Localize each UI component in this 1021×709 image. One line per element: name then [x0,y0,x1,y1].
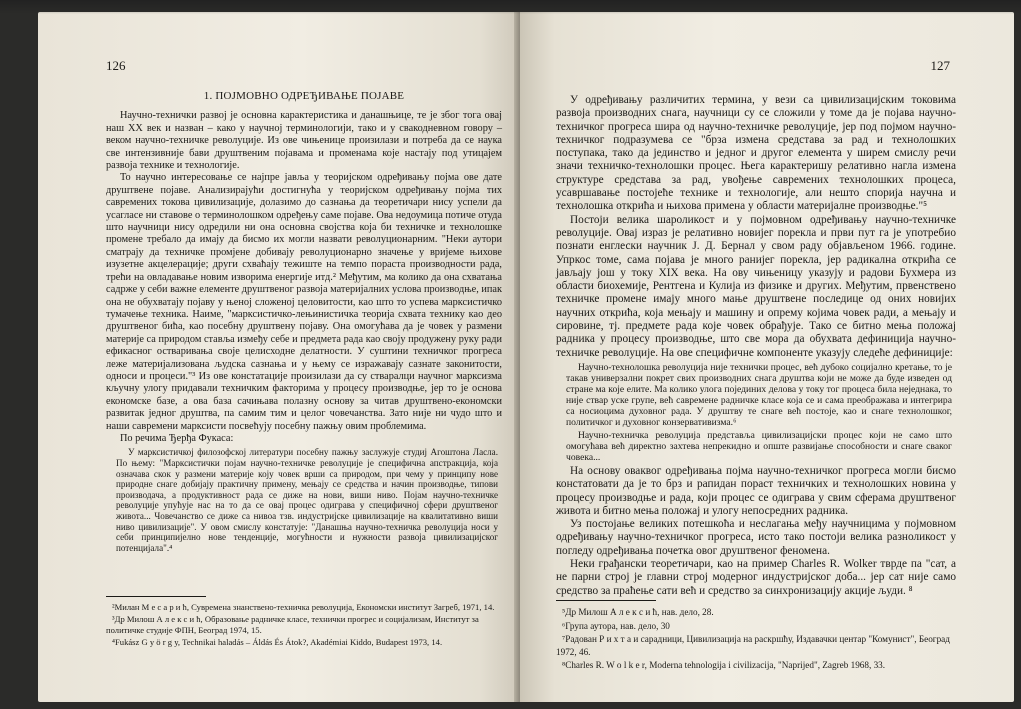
footnote: ²Милан М е с а р и ћ, Суврeмена знанствено-техничка револуција, Економски институт Загреб, 1971, 14. [112,602,495,612]
footnotes-left [106,596,502,649]
paragraph: Уз постојање великих потешкоћа и неслагања међу научницима у појмовном одређивању научно-техничког прогреса, исто тако постоји велика разноликост у погледу одређивања почетка овог друштвеног феномена. [556,518,956,557]
paragraph: По речима Ђерђа Фукаса: [120,432,234,444]
paragraph: Научно-технички развој је основна карактеристика и данашњице, те је због тога овај наш XX век и назван – како у научној терминологији, тако и у свакодневном говору – веком научно-техничке револуције. Из ове чињенице произилази и потреба да се наука све интензивније бави друштвеним појавама и променама које настају под утицајем развоја технике и технологије. [106,110,502,172]
left-page [38,12,518,702]
footnote: ⁶Група аутора, нав. дело, 30 [562,620,670,631]
block-quote: У марксистичкој филозофској литератури посебну пажњу заслужује студиј Агоштона Ласла. По њему: "Марксистички појам научно-техничке револуције је специфична апстракција, која означава скок у размени материје коју човек врши са природом, при чему у принципу нове природне снаге добијају практичну примену, мењају се средства и начин производње, типови производача, а продуктивност рада се диже на нови, виши ниво. Појам научно-техничке револуције упућује нас на то да се овај процес одиграва у специфичној сфери друштвеног живота... Човечанство се диже са нивоа тзв. индустријске цивилизације на квалитативно виши ниво цивилизације". У овом смислу констатује: "Данашња научно-техничка револуција носи у себи принципијелно нове тенденције, могућности и нужности развоја цивилизацијског потенцијала".⁴ [116,447,498,553]
right-page [520,12,1014,702]
footnote: ⁸Charles R. W o l k e r, Moderna tehnologija i civilizacija, "Naprijed", Zagreb 1968, 33. [562,660,886,670]
page-number-left: 126 [106,58,126,73]
paragraph: То научно интересовање се најпре јавља у теоријском одређивању појма ове дате друштвене појаве. Анализирајући достигнућа у теоријском одређивању појма тих савремених токова цивилизације, долазимо до сазнања да теоретичари нису успели да усагласе ни ставове о терминолошком одређењу саме појаве. Ова недоумица потиче отуда што научници нису одредили ни она основна својства која би техничке и технолошке промене требало да имају да бисмо их могли назвати револуционарним. "Неки аутори сматрају да техничке промјене добивају револуционарно значење у вријеме њихове изузетне акцелерације; други схваћају тежиште на темпо пораста производности рада, трећи на овладавање новим изворима енергије итд.² Међутим, ма колико да она схватања садрже у себи важне елементе друштвеног развоја материјалних услова производње, ипак она не обухватају појаву у њеној сложеној целовитости, као што то успева марксистичко тумачење техника. Наиме, "марксистичко-лењинистичка теорија схвата технику као део друштвеног бића, као посебну друштвену појаву. Она омогућава да је човек у размени материје са природом ставља између себе и предмета рада као своју продужену руку ради ефикасног остваривања своје целисходне делатности. У суштини техничког прогреса леже материјализована људска сазнања и у њему се изражавају сазнате законитости, односи и процеси."³ Из ове констатације произилази да су стваралци научног марксизма кључну улогу придавали техничким факторима у процесу производње, јер то је основа економске базе, а ова база сачињава полазну основу за читав друштвено-економски развитак једног друштва, па самим тим и целог човечанства. Зато није ни чудо што и наши савремени марксисти посвећују посебну пажњу овим проблемима. [106,172,502,432]
footnote-rule [556,600,656,601]
footnote: ⁴Fukász G y ö r g y, Technikai haladás – Áldás És Átok?, Akadémiai Kiddo, Budapest 1973, 14. [112,637,443,647]
page-number-right: 127 [930,58,950,73]
block-quote: Научно-технолошка револуција није технички процес, већ дубоко социјално кретање, то је такав универзални покрет свих производних снага друштва који не може да буде изведен од стране ма које елите. Ма колико улога појединих делова у току тог процеса била неједнака, то није ствар уске групе, већ савремене радничке класе која се и сама преображава и интегрира са носиоцима духовног рада. У друштву те снаге већ постоје, као и снаге технолошког, политичког и духовног конзервативизма.⁶ [566,361,952,428]
paragraph: У одређивању различитих термина, у вези са цивилизацијским токовима развоја производних снага, научници су се сложили у томе да је појава научно-техничког прогреса шира од научно-техничке револуције, јер под појмом научно-техничког подразумева се "брза измена средстава за рад и технолошких поступака, тако да јединство и једног и другог елемента у ширем смислу речи значи техничко-технолошки процес. Њега карактеришу релативно нагла измена структуре средстава за рад, увођење савремених технолошких процеса, усавршавање постојеће технике и технологије, али нешто спорија научна и технолошка открића и њихова примена у области материјалне производње."⁵ [556,94,956,213]
footnotes-right [556,600,956,673]
footnote: ⁵Др Милош А л е к с и ћ, нав. дело, 28. [562,607,714,617]
paragraph: Неки грађански теоретичари, као на пример Charles R. Wolker тврде па "сат, а не парни строј је главни строј модерног индустријског доба... јер сат није само средство за праћење сати већ и средство за синхронизацију акције људи. ⁸ [556,558,956,597]
right-page-body [556,94,956,598]
left-page-body [106,84,502,555]
footnote: ⁷Радован Р и х т а и сарадници, Цивилизација на раскршћу, Издавачки центар "Комунист", Београд 1972, 46. [556,634,950,657]
footnote: ³Др Милош А л е к с и ћ, Образовање радничке класе, технички прогрес и социјализам, Институт за политичке студије ФПН, Београд 1974, 15. [106,614,479,635]
paragraph: Постоји велика шароликост и у појмовном одређивању научно-техничке револуције. Овај израз је релативно новијег порекла и први пут га је употребио познати енглески научник Ј. Д. Бернал у свом раду објављеном 1966. године. Упркос томе, сама појава је много ранијег порекла, јер радикална открића се јављају још у току XIX века. На ову чињеницу указују и радови Бухмера из области биохемије, Рентгена и Кулија из физике и других. Међутим, првенствено техничке промене имају много мање друштвене последице од оних новијих научних открића, која мењају и машину и опрему којима човек ради, а мењају и сировине, тј. предмете рада које човек обрађује. Тако се битно мења положај радника у процесу производње, што све мора да обухвата дефиниција научно-техничке револуције. На ове специфичне компоненте указују следеће дефиниције: [556,213,956,359]
paragraph: На основу оваквог одређивања појма научно-техничког прогреса могли бисмо констатовати да је то брз и рапидан пораст техничких и технолошких новина у процесу производње и рада, који процес се одиграва у свим сферама друштвеног живота и битно мења положај и улогу непосредних радника. [556,464,956,517]
block-quote: Научно-техничка револуција представља цивилизацијски процес који не само што омогућава већ директно захтева непрекидно и општe развијање способности и снаге сваког човека... [566,429,952,463]
footnote-rule [106,596,206,597]
chapter-title: 1. ПОЈМОВНО ОДРЕЂИВАЊЕ ПОЈАВЕ [203,90,405,102]
